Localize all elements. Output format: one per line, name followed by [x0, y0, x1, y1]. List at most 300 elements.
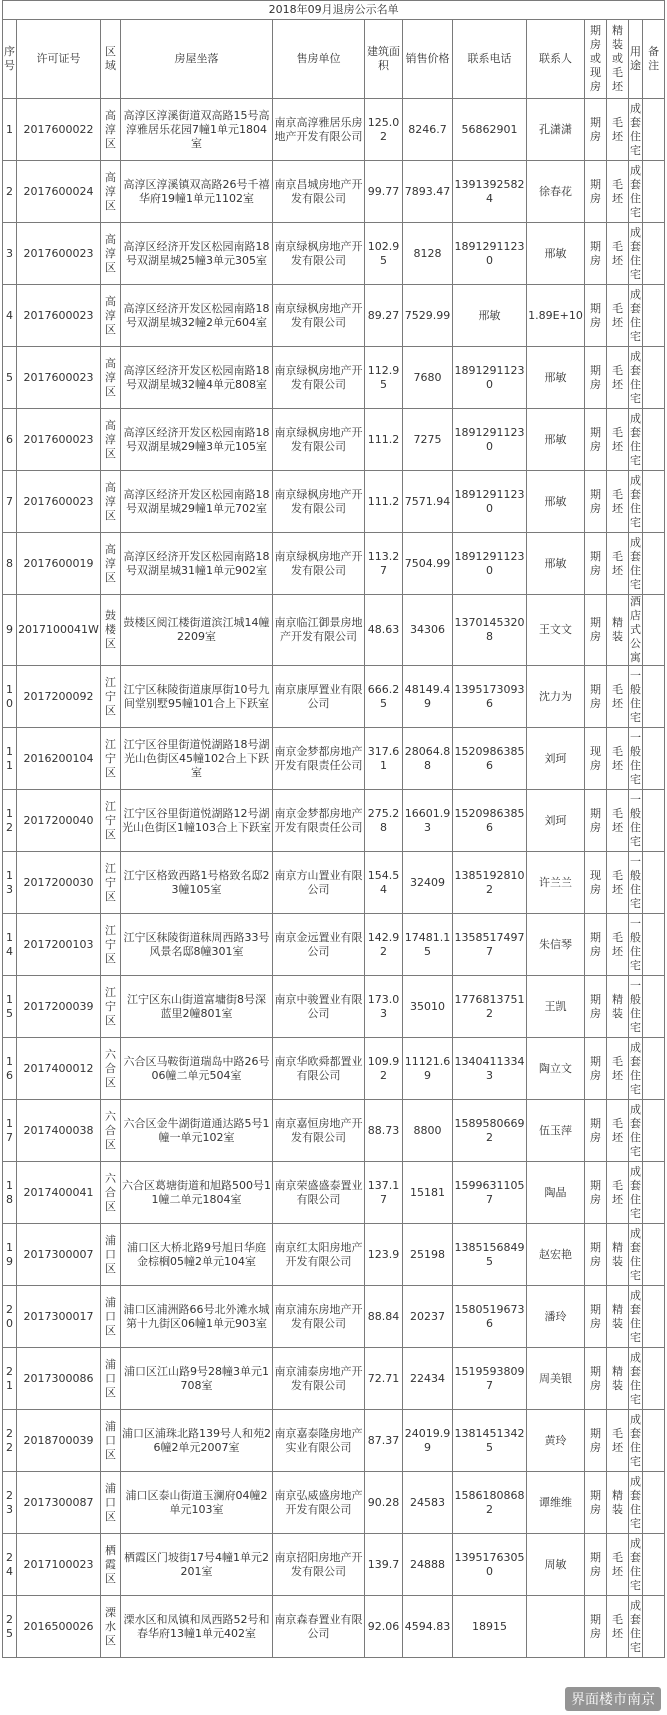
cell-use: 成套住宅: [629, 1410, 643, 1472]
cell-contact: 许兰兰: [527, 852, 585, 914]
cell-contact: 刘珂: [527, 728, 585, 790]
cell-contact: 王凯: [527, 976, 585, 1038]
header-seller: 售房单位: [273, 20, 365, 99]
cell-seller: 南京红太阳房地产开发有限公司: [273, 1224, 365, 1286]
cell-area: 90.28: [365, 1472, 403, 1534]
cell-seq: 11: [3, 728, 17, 790]
cell-use: 成套住宅: [629, 409, 643, 471]
cell-area: 112.95: [365, 347, 403, 409]
cell-note: [643, 347, 665, 409]
cell-price: 4594.83: [403, 1596, 453, 1658]
table-row: [3, 1162, 665, 1224]
cell-price: 7571.94: [403, 471, 453, 533]
cell-contact: 周美银: [527, 1348, 585, 1410]
cell-decor: 毛坯: [607, 1038, 629, 1100]
cell-use: 成套住宅: [629, 1038, 643, 1100]
cell-note: [643, 1596, 665, 1658]
cell-seller: 南京金梦都房地产开发有限责任公司: [273, 728, 365, 790]
cell-note: [643, 1472, 665, 1534]
cell-area: 72.71: [365, 1348, 403, 1410]
cell-seller: 南京临江御景房地产开发有限公司: [273, 595, 365, 666]
cell-area: 111.2: [365, 471, 403, 533]
cell-address: 高淳区淳溪镇双高路26号千禧华府19幢1单元1102室: [121, 161, 273, 223]
cell-phone: 13851568495: [453, 1224, 527, 1286]
cell-type: 期房: [585, 471, 607, 533]
cell-note: [643, 1038, 665, 1100]
cell-district: 浦口区: [101, 1472, 121, 1534]
cell-price: 7680: [403, 347, 453, 409]
table-row: [3, 914, 665, 976]
header-area: 建筑面积: [365, 20, 403, 99]
cell-note: [643, 409, 665, 471]
header-seq: 序号: [3, 20, 17, 99]
cell-license: 2017300017: [17, 1286, 101, 1348]
cell-price: 24583: [403, 1472, 453, 1534]
cell-address: 江宁区秣陵街道秣周西路33号风景名邸8幢301室: [121, 914, 273, 976]
cell-decor: 毛坯: [607, 852, 629, 914]
cell-license: 2016200104: [17, 728, 101, 790]
cell-seller: 南京绿枫房地产开发有限公司: [273, 285, 365, 347]
cell-note: [643, 223, 665, 285]
cell-address: 浦口区浦洲路66号北外滩水城第十九街区06幢1单元903室: [121, 1286, 273, 1348]
cell-seller: 南京昌城房地产开发有限公司: [273, 161, 365, 223]
cell-license: 2017200103: [17, 914, 101, 976]
cell-contact: 潘玲: [527, 1286, 585, 1348]
cell-seller: 南京绿枫房地产开发有限公司: [273, 409, 365, 471]
table-row: [3, 852, 665, 914]
cell-seq: 14: [3, 914, 17, 976]
table-header-row: [3, 20, 665, 99]
cell-license: 2017200040: [17, 790, 101, 852]
cell-district: 高淳区: [101, 161, 121, 223]
cell-type: 期房: [585, 1348, 607, 1410]
cell-price: 7529.99: [403, 285, 453, 347]
cell-seq: 13: [3, 852, 17, 914]
cell-decor: 毛坯: [607, 347, 629, 409]
cell-seq: 17: [3, 1100, 17, 1162]
cell-price: 24019.99: [403, 1410, 453, 1472]
cell-area: 137.17: [365, 1162, 403, 1224]
cell-type: 期房: [585, 533, 607, 595]
cell-license: 2017100023: [17, 1534, 101, 1596]
table-row: [3, 347, 665, 409]
cell-type: 期房: [585, 1410, 607, 1472]
cell-address: 六合区金牛湖街道通达路5号1幢一单元102室: [121, 1100, 273, 1162]
cell-price: 24888: [403, 1534, 453, 1596]
cell-price: 11121.69: [403, 1038, 453, 1100]
cell-note: [643, 533, 665, 595]
cell-type: 期房: [585, 666, 607, 728]
cell-area: 666.25: [365, 666, 403, 728]
cell-note: [643, 1410, 665, 1472]
cell-contact: 陶立文: [527, 1038, 585, 1100]
cell-license: 2017400038: [17, 1100, 101, 1162]
refund-list-table: [2, 0, 665, 1658]
cell-contact: 赵宏艳: [527, 1224, 585, 1286]
cell-note: [643, 728, 665, 790]
cell-seller: 南京招阳房地产开发有限公司: [273, 1534, 365, 1596]
cell-decor: 毛坯: [607, 790, 629, 852]
cell-district: 溧水区: [101, 1596, 121, 1658]
cell-seq: 23: [3, 1472, 17, 1534]
cell-district: 高淳区: [101, 347, 121, 409]
cell-decor: 毛坯: [607, 1162, 629, 1224]
cell-type: 现房: [585, 728, 607, 790]
cell-license: 2017300087: [17, 1472, 101, 1534]
cell-contact: 陶晶: [527, 1162, 585, 1224]
table-row: [3, 471, 665, 533]
table-row: [3, 1410, 665, 1472]
cell-price: 48149.49: [403, 666, 453, 728]
cell-note: [643, 161, 665, 223]
header-type: 期房或现房: [585, 20, 607, 99]
cell-type: 期房: [585, 99, 607, 161]
cell-use: 成套住宅: [629, 1534, 643, 1596]
cell-use: 一般住宅: [629, 666, 643, 728]
table-row: [3, 976, 665, 1038]
cell-decor: 精装: [607, 976, 629, 1038]
cell-district: 江宁区: [101, 914, 121, 976]
table-row: [3, 790, 665, 852]
header-phone: 联系电话: [453, 20, 527, 99]
cell-note: [643, 1348, 665, 1410]
cell-note: [643, 99, 665, 161]
cell-use: 成套住宅: [629, 1472, 643, 1534]
cell-type: 现房: [585, 852, 607, 914]
cell-note: [643, 852, 665, 914]
cell-use: 成套住宅: [629, 1286, 643, 1348]
cell-use: 成套住宅: [629, 99, 643, 161]
cell-district: 高淳区: [101, 471, 121, 533]
cell-area: 109.92: [365, 1038, 403, 1100]
cell-district: 高淳区: [101, 533, 121, 595]
cell-type: 期房: [585, 285, 607, 347]
header-district: 区域: [101, 20, 121, 99]
cell-type: 期房: [585, 1100, 607, 1162]
cell-seq: 5: [3, 347, 17, 409]
cell-type: 期房: [585, 1534, 607, 1596]
cell-license: 2017400012: [17, 1038, 101, 1100]
cell-type: 期房: [585, 1038, 607, 1100]
cell-district: 栖霞区: [101, 1534, 121, 1596]
cell-seller: 南京森春置业有限公司: [273, 1596, 365, 1658]
cell-note: [643, 666, 665, 728]
cell-district: 江宁区: [101, 728, 121, 790]
cell-use: 成套住宅: [629, 1224, 643, 1286]
cell-use: 成套住宅: [629, 223, 643, 285]
cell-seller: 南京嘉泰隆房地产实业有限公司: [273, 1410, 365, 1472]
cell-contact: 邢敏: [527, 347, 585, 409]
cell-contact: 黄玲: [527, 1410, 585, 1472]
cell-address: 江宁区东山街道富墉街8号深蓝里2幢801室: [121, 976, 273, 1038]
cell-district: 浦口区: [101, 1348, 121, 1410]
cell-seq: 24: [3, 1534, 17, 1596]
cell-phone: 15805196736: [453, 1286, 527, 1348]
cell-address: 浦口区江山路9号28幢3单元1708室: [121, 1348, 273, 1410]
cell-contact: 邢敏: [527, 409, 585, 471]
cell-area: 89.27: [365, 285, 403, 347]
cell-decor: 毛坯: [607, 285, 629, 347]
cell-license: 2017600023: [17, 409, 101, 471]
table-row: [3, 285, 665, 347]
cell-decor: 毛坯: [607, 1534, 629, 1596]
cell-seq: 25: [3, 1596, 17, 1658]
cell-address: 浦口区泰山街道玉澜府04幢2单元103室: [121, 1472, 273, 1534]
cell-license: 2017600022: [17, 99, 101, 161]
cell-price: 7893.47: [403, 161, 453, 223]
cell-price: 32409: [403, 852, 453, 914]
cell-address: 江宁区谷里街道悦湖路18号湖光山色街区45幢102合上下跃室: [121, 728, 273, 790]
table-row: [3, 1100, 665, 1162]
cell-area: 317.61: [365, 728, 403, 790]
cell-area: 111.2: [365, 409, 403, 471]
cell-phone: 18912911230: [453, 223, 527, 285]
cell-decor: 毛坯: [607, 914, 629, 976]
cell-contact: 朱信琴: [527, 914, 585, 976]
header-note: 备注: [643, 20, 665, 99]
cell-area: 173.03: [365, 976, 403, 1038]
table-title-row: [3, 1, 665, 20]
cell-decor: 毛坯: [607, 161, 629, 223]
cell-district: 江宁区: [101, 666, 121, 728]
cell-contact: 邢敏: [527, 533, 585, 595]
cell-address: 高淳区经济开发区松园南路18号双湖星城25幢3单元305室: [121, 223, 273, 285]
cell-address: 高淳区经济开发区松园南路18号双湖星城32幢2单元604室: [121, 285, 273, 347]
watermark-logo: 界面楼市南京: [565, 1687, 661, 1711]
cell-decor: 毛坯: [607, 409, 629, 471]
table-row: [3, 1348, 665, 1410]
cell-license: 2017300007: [17, 1224, 101, 1286]
cell-seq: 22: [3, 1410, 17, 1472]
table-body: [3, 99, 665, 1658]
cell-seq: 6: [3, 409, 17, 471]
cell-type: 期房: [585, 976, 607, 1038]
cell-area: 87.37: [365, 1410, 403, 1472]
cell-type: 期房: [585, 1224, 607, 1286]
cell-use: 成套住宅: [629, 1596, 643, 1658]
cell-contact: 邢敏: [527, 223, 585, 285]
cell-price: 17481.15: [403, 914, 453, 976]
cell-area: 125.02: [365, 99, 403, 161]
cell-license: 2016500026: [17, 1596, 101, 1658]
cell-seller: 南京华欧舜都置业有限公司: [273, 1038, 365, 1100]
cell-area: 113.27: [365, 533, 403, 595]
cell-note: [643, 790, 665, 852]
header-address: 房屋坐落: [121, 20, 273, 99]
cell-license: 2017400041: [17, 1162, 101, 1224]
cell-address: 高淳区经济开发区松园南路18号双湖星城32幢4单元808室: [121, 347, 273, 409]
cell-license: 2017600023: [17, 471, 101, 533]
cell-area: 139.7: [365, 1534, 403, 1596]
cell-type: 期房: [585, 595, 607, 666]
cell-decor: 毛坯: [607, 1100, 629, 1162]
cell-address: 高淳区经济开发区松园南路18号双湖星城29幢1单元702室: [121, 471, 273, 533]
cell-use: 成套住宅: [629, 347, 643, 409]
cell-license: 2018700039: [17, 1410, 101, 1472]
cell-price: 15181: [403, 1162, 453, 1224]
cell-license: 2017200030: [17, 852, 101, 914]
cell-seq: 8: [3, 533, 17, 595]
cell-area: 142.92: [365, 914, 403, 976]
cell-district: 江宁区: [101, 976, 121, 1038]
cell-address: 浦口区浦珠北路139号人和苑26幢2单元2007室: [121, 1410, 273, 1472]
cell-decor: 毛坯: [607, 1596, 629, 1658]
cell-seq: 4: [3, 285, 17, 347]
cell-address: 六合区葛塘街道和旭路500号11幢二单元1804室: [121, 1162, 273, 1224]
cell-use: 一般住宅: [629, 852, 643, 914]
cell-district: 六合区: [101, 1100, 121, 1162]
table-row: [3, 223, 665, 285]
cell-decor: 精装: [607, 1472, 629, 1534]
cell-seller: 南京康厚置业有限公司: [273, 666, 365, 728]
table-row: [3, 161, 665, 223]
cell-price: 35010: [403, 976, 453, 1038]
cell-seq: 16: [3, 1038, 17, 1100]
cell-type: 期房: [585, 223, 607, 285]
cell-type: 期房: [585, 1472, 607, 1534]
cell-type: 期房: [585, 1162, 607, 1224]
cell-address: 浦口区大桥北路9号旭日华庭金棕榈05幢2单元104室: [121, 1224, 273, 1286]
cell-area: 102.95: [365, 223, 403, 285]
cell-type: 期房: [585, 914, 607, 976]
cell-address: 栖霞区门坡街17号4幢1单元2201室: [121, 1534, 273, 1596]
cell-seq: 18: [3, 1162, 17, 1224]
cell-area: 88.73: [365, 1100, 403, 1162]
table-row: [3, 99, 665, 161]
cell-seller: 南京嘉恒房地产开发有限公司: [273, 1100, 365, 1162]
cell-seq: 9: [3, 595, 17, 666]
table-row: [3, 595, 665, 666]
cell-type: 期房: [585, 347, 607, 409]
cell-license: 2017600024: [17, 161, 101, 223]
table-row: [3, 728, 665, 790]
cell-use: 成套住宅: [629, 533, 643, 595]
cell-address: 江宁区谷里街道悦湖路12号湖光山色街区1幢103合上下跃室: [121, 790, 273, 852]
cell-seller: 南京高淳雅居乐房地产开发有限公司: [273, 99, 365, 161]
cell-address: 高淳区经济开发区松园南路18号双湖星城29幢3单元105室: [121, 409, 273, 471]
cell-seller: 南京绿枫房地产开发有限公司: [273, 533, 365, 595]
cell-price: 16601.93: [403, 790, 453, 852]
cell-decor: 毛坯: [607, 1410, 629, 1472]
cell-seq: 2: [3, 161, 17, 223]
cell-license: 2017600023: [17, 347, 101, 409]
cell-area: 92.06: [365, 1596, 403, 1658]
cell-phone: 18912911230: [453, 471, 527, 533]
cell-use: 成套住宅: [629, 285, 643, 347]
cell-district: 江宁区: [101, 852, 121, 914]
cell-use: 一般住宅: [629, 976, 643, 1038]
cell-phone: 15895806692: [453, 1100, 527, 1162]
header-decor: 精装或毛坯: [607, 20, 629, 99]
cell-phone: 13585174977: [453, 914, 527, 976]
cell-seller: 南京浦东房地产开发有限公司: [273, 1286, 365, 1348]
cell-decor: 毛坯: [607, 99, 629, 161]
cell-district: 高淳区: [101, 409, 121, 471]
cell-use: 成套住宅: [629, 161, 643, 223]
cell-note: [643, 1286, 665, 1348]
cell-license: 2017600019: [17, 533, 101, 595]
cell-use: 一般住宅: [629, 790, 643, 852]
cell-district: 六合区: [101, 1162, 121, 1224]
cell-price: 8128: [403, 223, 453, 285]
cell-phone: 18912911230: [453, 409, 527, 471]
cell-type: 期房: [585, 790, 607, 852]
cell-license: 2017600023: [17, 223, 101, 285]
cell-seller: 南京绿枫房地产开发有限公司: [273, 223, 365, 285]
cell-seq: 20: [3, 1286, 17, 1348]
cell-price: 20237: [403, 1286, 453, 1348]
cell-contact: 邢敏: [527, 471, 585, 533]
cell-use: 酒店式公寓: [630, 595, 641, 664]
cell-phone: 13701453208: [453, 595, 527, 666]
cell-seq: 19: [3, 1224, 17, 1286]
cell-seller: 南京绿枫房地产开发有限公司: [273, 471, 365, 533]
cell-contact: 孔潇潇: [527, 99, 585, 161]
cell-district: 浦口区: [101, 1286, 121, 1348]
table-row: [3, 533, 665, 595]
cell-seller: 南京金远置业有限公司: [273, 914, 365, 976]
cell-area: 123.9: [365, 1224, 403, 1286]
cell-phone: 15209863856: [453, 790, 527, 852]
cell-seller: 南京浦泰房地产开发有限公司: [273, 1348, 365, 1410]
cell-phone: 15195938097: [453, 1348, 527, 1410]
cell-price: 34306: [403, 595, 453, 666]
cell-note: [643, 914, 665, 976]
header-contact: 联系人: [527, 20, 585, 99]
cell-district: 高淳区: [101, 223, 121, 285]
cell-decor: 精装: [607, 595, 629, 666]
cell-contact: 王文文: [527, 595, 585, 666]
table-row: [3, 1472, 665, 1534]
cell-note: [643, 976, 665, 1038]
cell-decor: 精装: [607, 1224, 629, 1286]
cell-note: [643, 1100, 665, 1162]
cell-phone: 13814513425: [453, 1410, 527, 1472]
cell-address: 六合区马鞍街道瑞岛中路26号06幢二单元504室: [121, 1038, 273, 1100]
cell-price: 7504.99: [403, 533, 453, 595]
cell-area: 275.28: [365, 790, 403, 852]
cell-seq: 12: [3, 790, 17, 852]
cell-phone: 13404113343: [453, 1038, 527, 1100]
cell-phone: 13951730936: [453, 666, 527, 728]
cell-address: 高淳区经济开发区松园南路18号双湖星城31幢1单元902室: [121, 533, 273, 595]
cell-decor: 毛坯: [607, 666, 629, 728]
cell-note: [643, 595, 665, 666]
cell-district: 六合区: [101, 1038, 121, 1100]
cell-seq: 21: [3, 1348, 17, 1410]
cell-address: 溧水区和凤镇和凤西路52号和春华府13幢1单元402室: [121, 1596, 273, 1658]
cell-type: 期房: [585, 161, 607, 223]
cell-phone: 15209863856: [453, 728, 527, 790]
cell-seller: 南京荣盛盛泰置业有限公司: [273, 1162, 365, 1224]
cell-use: 成套住宅: [629, 1162, 643, 1224]
cell-note: [643, 471, 665, 533]
cell-use: 一般住宅: [629, 914, 643, 976]
cell-district: 浦口区: [101, 1410, 121, 1472]
cell-phone: 13951763050: [453, 1534, 527, 1596]
cell-address: 鼓楼区阅江楼街道滨江城14幢2209室: [121, 595, 273, 666]
cell-phone: 17768137512: [453, 976, 527, 1038]
cell-seq: 3: [3, 223, 17, 285]
header-use: 用途: [629, 20, 643, 99]
cell-decor: 毛坯: [607, 728, 629, 790]
cell-contact: 伍玉萍: [527, 1100, 585, 1162]
cell-phone: 13851928102: [453, 852, 527, 914]
header-price: 销售价格: [403, 20, 453, 99]
cell-decor: 精装: [607, 1286, 629, 1348]
cell-contact: [527, 1596, 585, 1658]
cell-area: 88.84: [365, 1286, 403, 1348]
